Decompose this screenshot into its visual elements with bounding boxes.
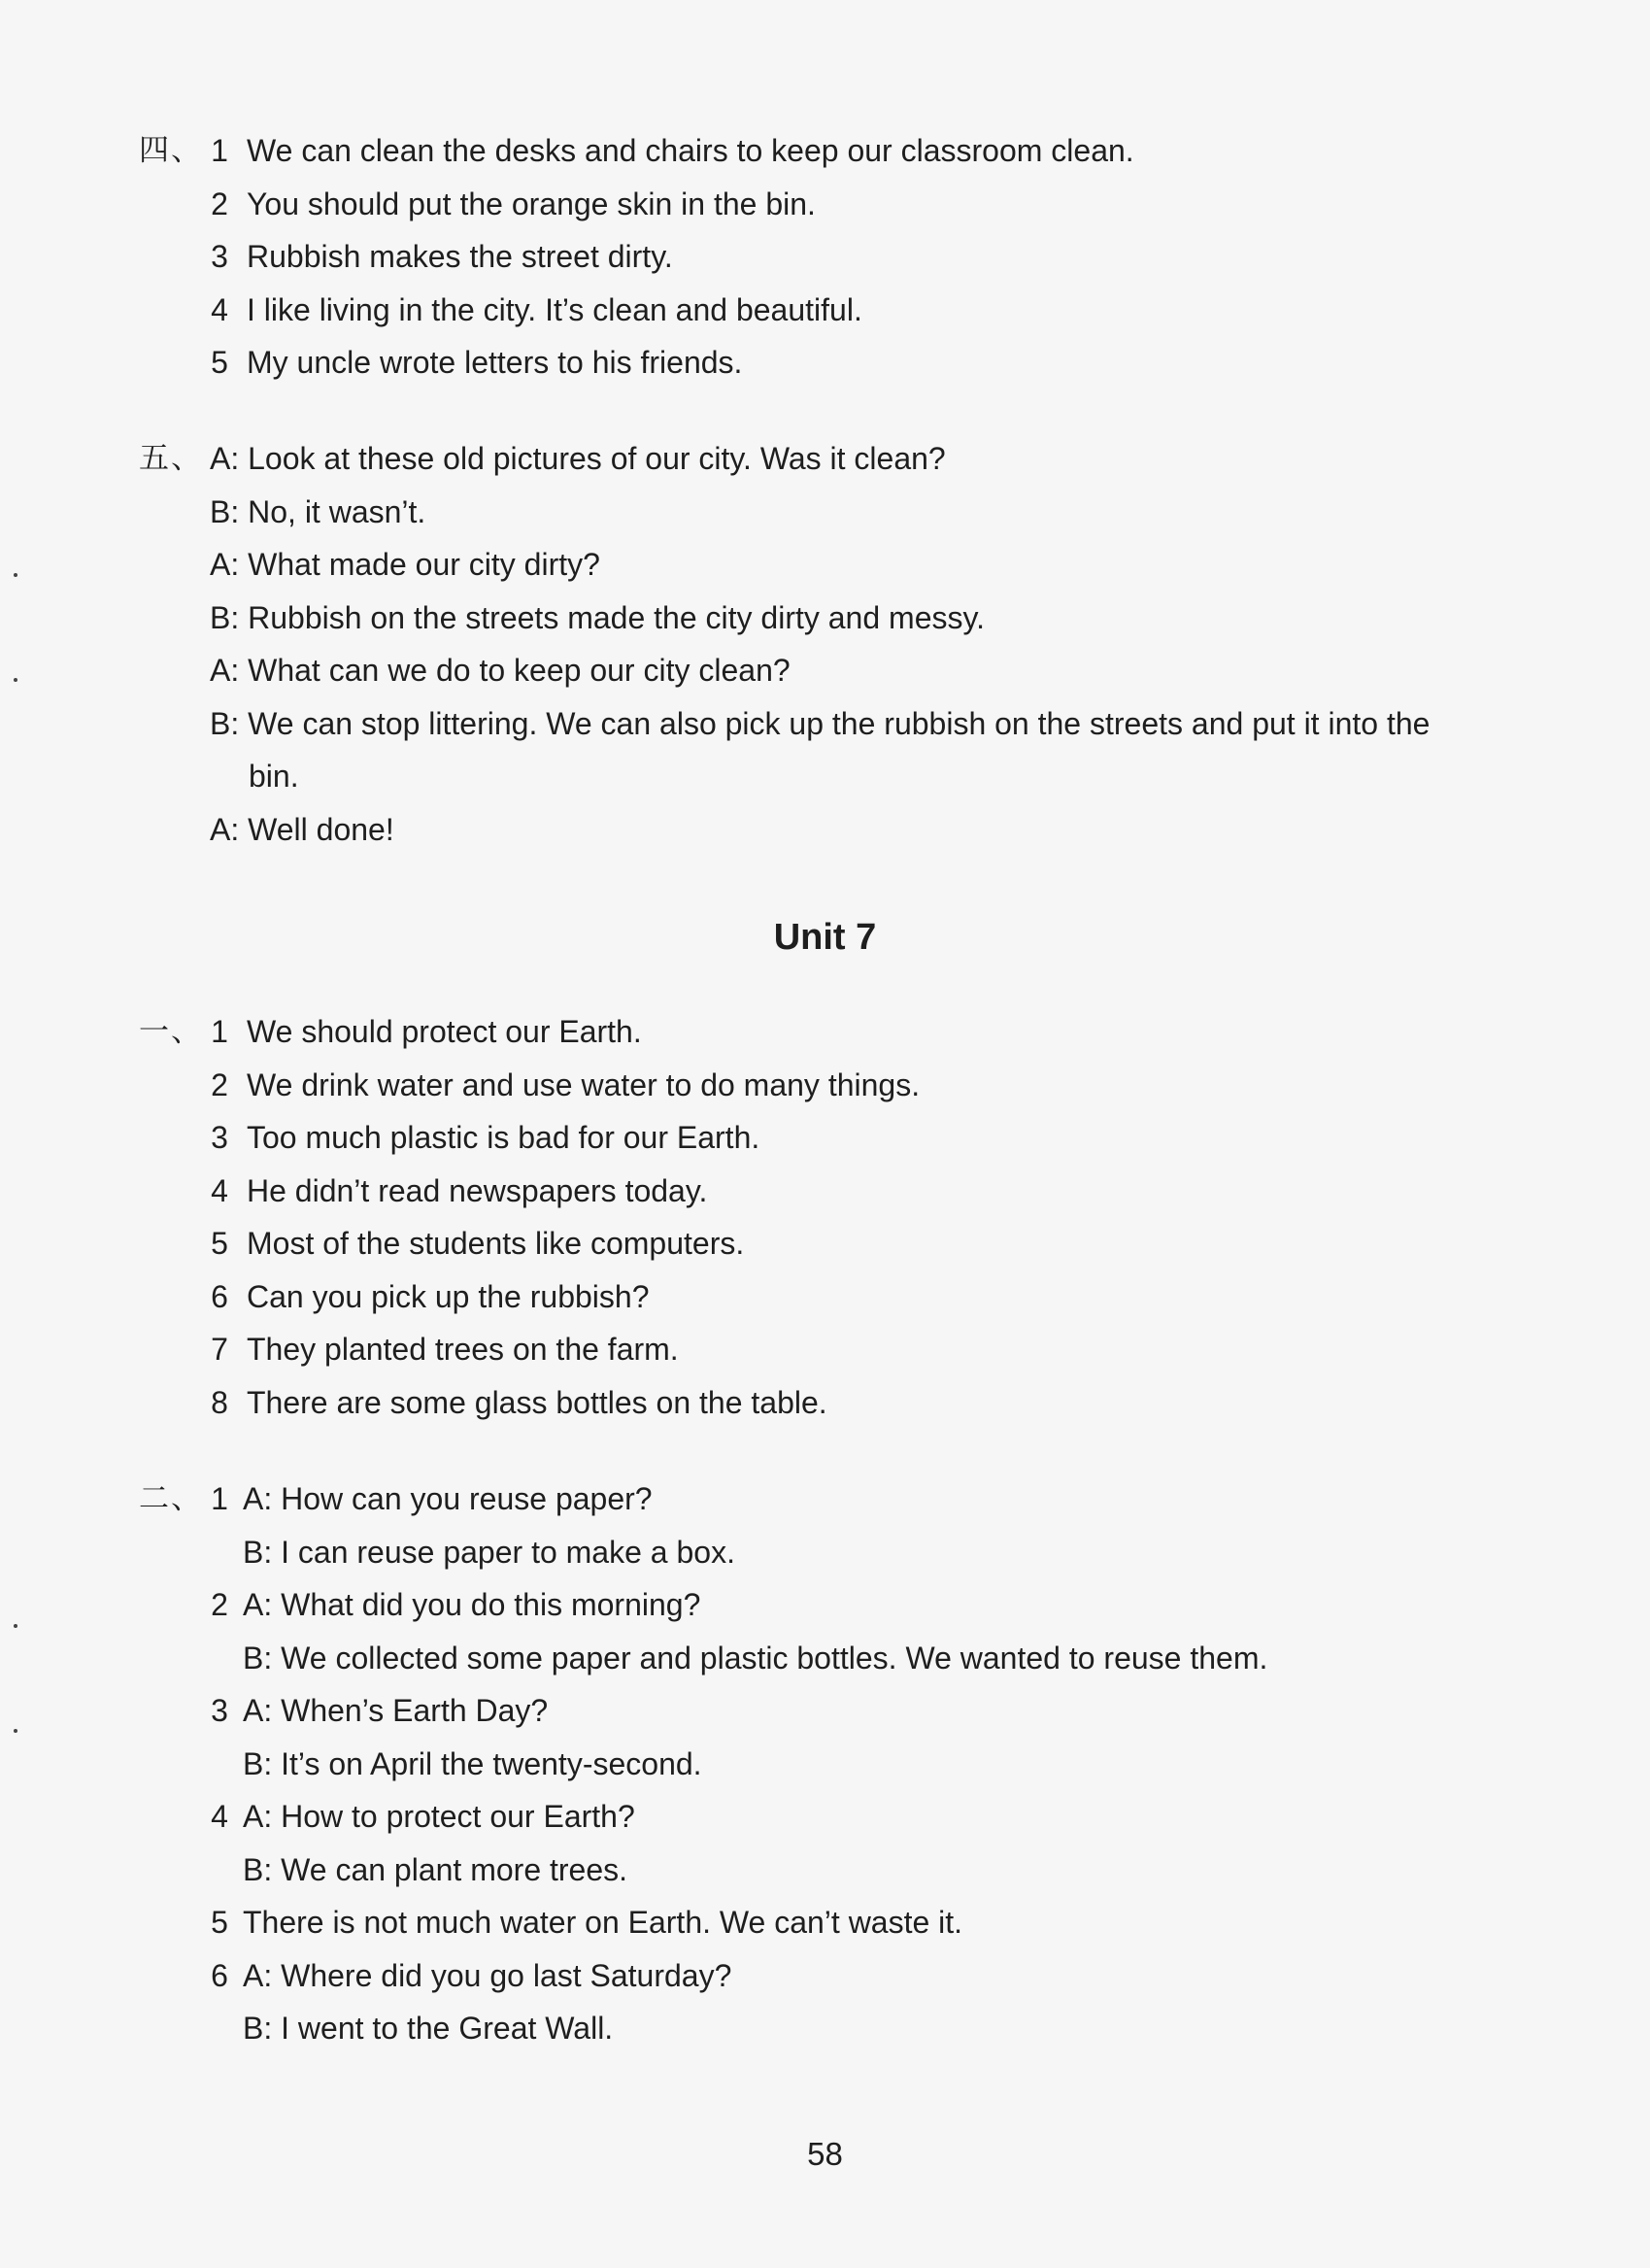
unit-title: Unit 7 [773, 917, 877, 958]
section-1-item [0, 1323, 1650, 1376]
item-number: 6 [211, 1278, 228, 1314]
item-number: 3 [211, 239, 228, 274]
item-text: Most of the students like computers. [247, 1226, 745, 1261]
section-1-item [0, 1059, 1650, 1112]
item-text: We drink water and use water to do many things. [247, 1066, 921, 1102]
item-number: 4 [211, 1799, 228, 1834]
scan-speck [14, 1729, 17, 1733]
section-2-item-reply [0, 1632, 1650, 1685]
item-text: Can you pick up the rubbish? [247, 1278, 650, 1314]
item-number: 7 [211, 1332, 228, 1367]
scan-speck [14, 678, 17, 682]
section-1-item [0, 1111, 1650, 1165]
section-2-item [0, 1684, 1650, 1738]
section-1-item [0, 1165, 1650, 1218]
section-2-item [0, 1473, 1650, 1526]
item-text-a: A: How to protect our Earth? [243, 1799, 635, 1834]
dialogue-text: B: We can stop littering. We can also pick up the rubbish on the streets and put it into the [210, 705, 1431, 741]
section-1-item [0, 1376, 1650, 1430]
section-2 [0, 1473, 1650, 2055]
section-4-marker: 四、 [139, 133, 203, 168]
item-text: You should put the orange skin in the bin. [247, 186, 816, 221]
dialogue-line [0, 592, 1650, 645]
item-text-b: B: We can plant more trees. [243, 1851, 628, 1887]
section-2-marker: 二、 [139, 1481, 203, 1516]
section-1-item [0, 1005, 1650, 1059]
section-1 [0, 1005, 1650, 1429]
section-4-item [0, 178, 1650, 231]
scan-speck [14, 1624, 17, 1628]
page-number: 58 [807, 2136, 843, 2172]
item-text-a: A: What did you do this morning? [243, 1587, 701, 1622]
scan-speck [14, 573, 17, 577]
section-4 [0, 124, 1650, 389]
section-1-item [0, 1217, 1650, 1270]
section-5-marker: 五、 [139, 441, 203, 476]
dialogue-text: A: Well done! [210, 811, 394, 847]
dialogue-line [0, 486, 1650, 539]
dialogue-line [0, 538, 1650, 592]
item-number: 1 [211, 1481, 228, 1516]
item-text: Too much plastic is bad for our Earth. [247, 1120, 760, 1155]
item-number: 8 [211, 1384, 228, 1420]
item-text-b: B: I went to the Great Wall. [243, 2011, 614, 2046]
dialogue-line [0, 697, 1650, 751]
dialogue-line [0, 432, 1650, 486]
section-2-item [0, 1790, 1650, 1844]
item-text: There are some glass bottles on the table. [247, 1384, 827, 1420]
item-text-a: A: When’s Earth Day? [243, 1693, 549, 1728]
section-4-item [0, 124, 1650, 178]
item-number: 4 [211, 1172, 228, 1208]
dialogue-text: A: What can we do to keep our city clean? [210, 653, 791, 688]
section-2-item-reply [0, 1526, 1650, 1579]
section-2-item [0, 1896, 1650, 1949]
section-1-item [0, 1270, 1650, 1324]
dialogue-text: bin. [249, 759, 299, 794]
dialogue-line [0, 803, 1650, 857]
item-number: 1 [211, 133, 228, 168]
dialogue-text: A: What made our city dirty? [210, 547, 600, 582]
section-2-item-reply [0, 2002, 1650, 2055]
item-text-b: B: I can reuse paper to make a box. [243, 1534, 735, 1570]
dialogue-text: B: No, it wasn’t. [210, 493, 426, 529]
section-1-marker: 一、 [139, 1014, 203, 1049]
item-text-a: There is not much water on Earth. We can’t waste it. [243, 1905, 963, 1940]
section-4-item [0, 230, 1650, 284]
item-text: We should protect our Earth. [247, 1014, 642, 1049]
item-number: 5 [211, 1905, 228, 1940]
item-number: 2 [211, 1066, 228, 1102]
dialogue-text: B: Rubbish on the streets made the city dirty and messy. [210, 599, 985, 635]
item-text: My uncle wrote letters to his friends. [247, 345, 743, 380]
item-text-a: A: Where did you go last Saturday? [243, 1957, 732, 1993]
item-text: Rubbish makes the street dirty. [247, 239, 673, 274]
item-number: 5 [211, 345, 228, 380]
section-4-item [0, 284, 1650, 337]
item-number: 6 [211, 1957, 228, 1993]
dialogue-line-continued [0, 750, 1650, 803]
item-number: 2 [211, 1587, 228, 1622]
item-text: I like living in the city. It’s clean and beautiful. [247, 291, 862, 327]
item-number: 5 [211, 1226, 228, 1261]
item-text-b: B: We collected some paper and plastic bottles. We wanted to reuse them. [243, 1640, 1268, 1676]
section-5 [0, 432, 1650, 856]
item-text: He didn’t read newspapers today. [247, 1172, 708, 1208]
item-number: 2 [211, 186, 228, 221]
item-text: They planted trees on the farm. [247, 1332, 679, 1367]
item-number: 4 [211, 291, 228, 327]
item-text-b: B: It’s on April the twenty-second. [243, 1745, 702, 1781]
item-text: We can clean the desks and chairs to keep our classroom clean. [247, 133, 1134, 168]
section-2-item [0, 1949, 1650, 2003]
item-number: 1 [211, 1014, 228, 1049]
item-text-a: A: How can you reuse paper? [243, 1481, 653, 1516]
section-2-item-reply [0, 1738, 1650, 1791]
item-number: 3 [211, 1120, 228, 1155]
section-4-item [0, 336, 1650, 389]
dialogue-line [0, 644, 1650, 697]
item-number: 3 [211, 1693, 228, 1728]
section-2-item [0, 1578, 1650, 1632]
section-2-item-reply [0, 1844, 1650, 1897]
dialogue-text: A: Look at these old pictures of our city. Was it clean? [210, 441, 946, 476]
